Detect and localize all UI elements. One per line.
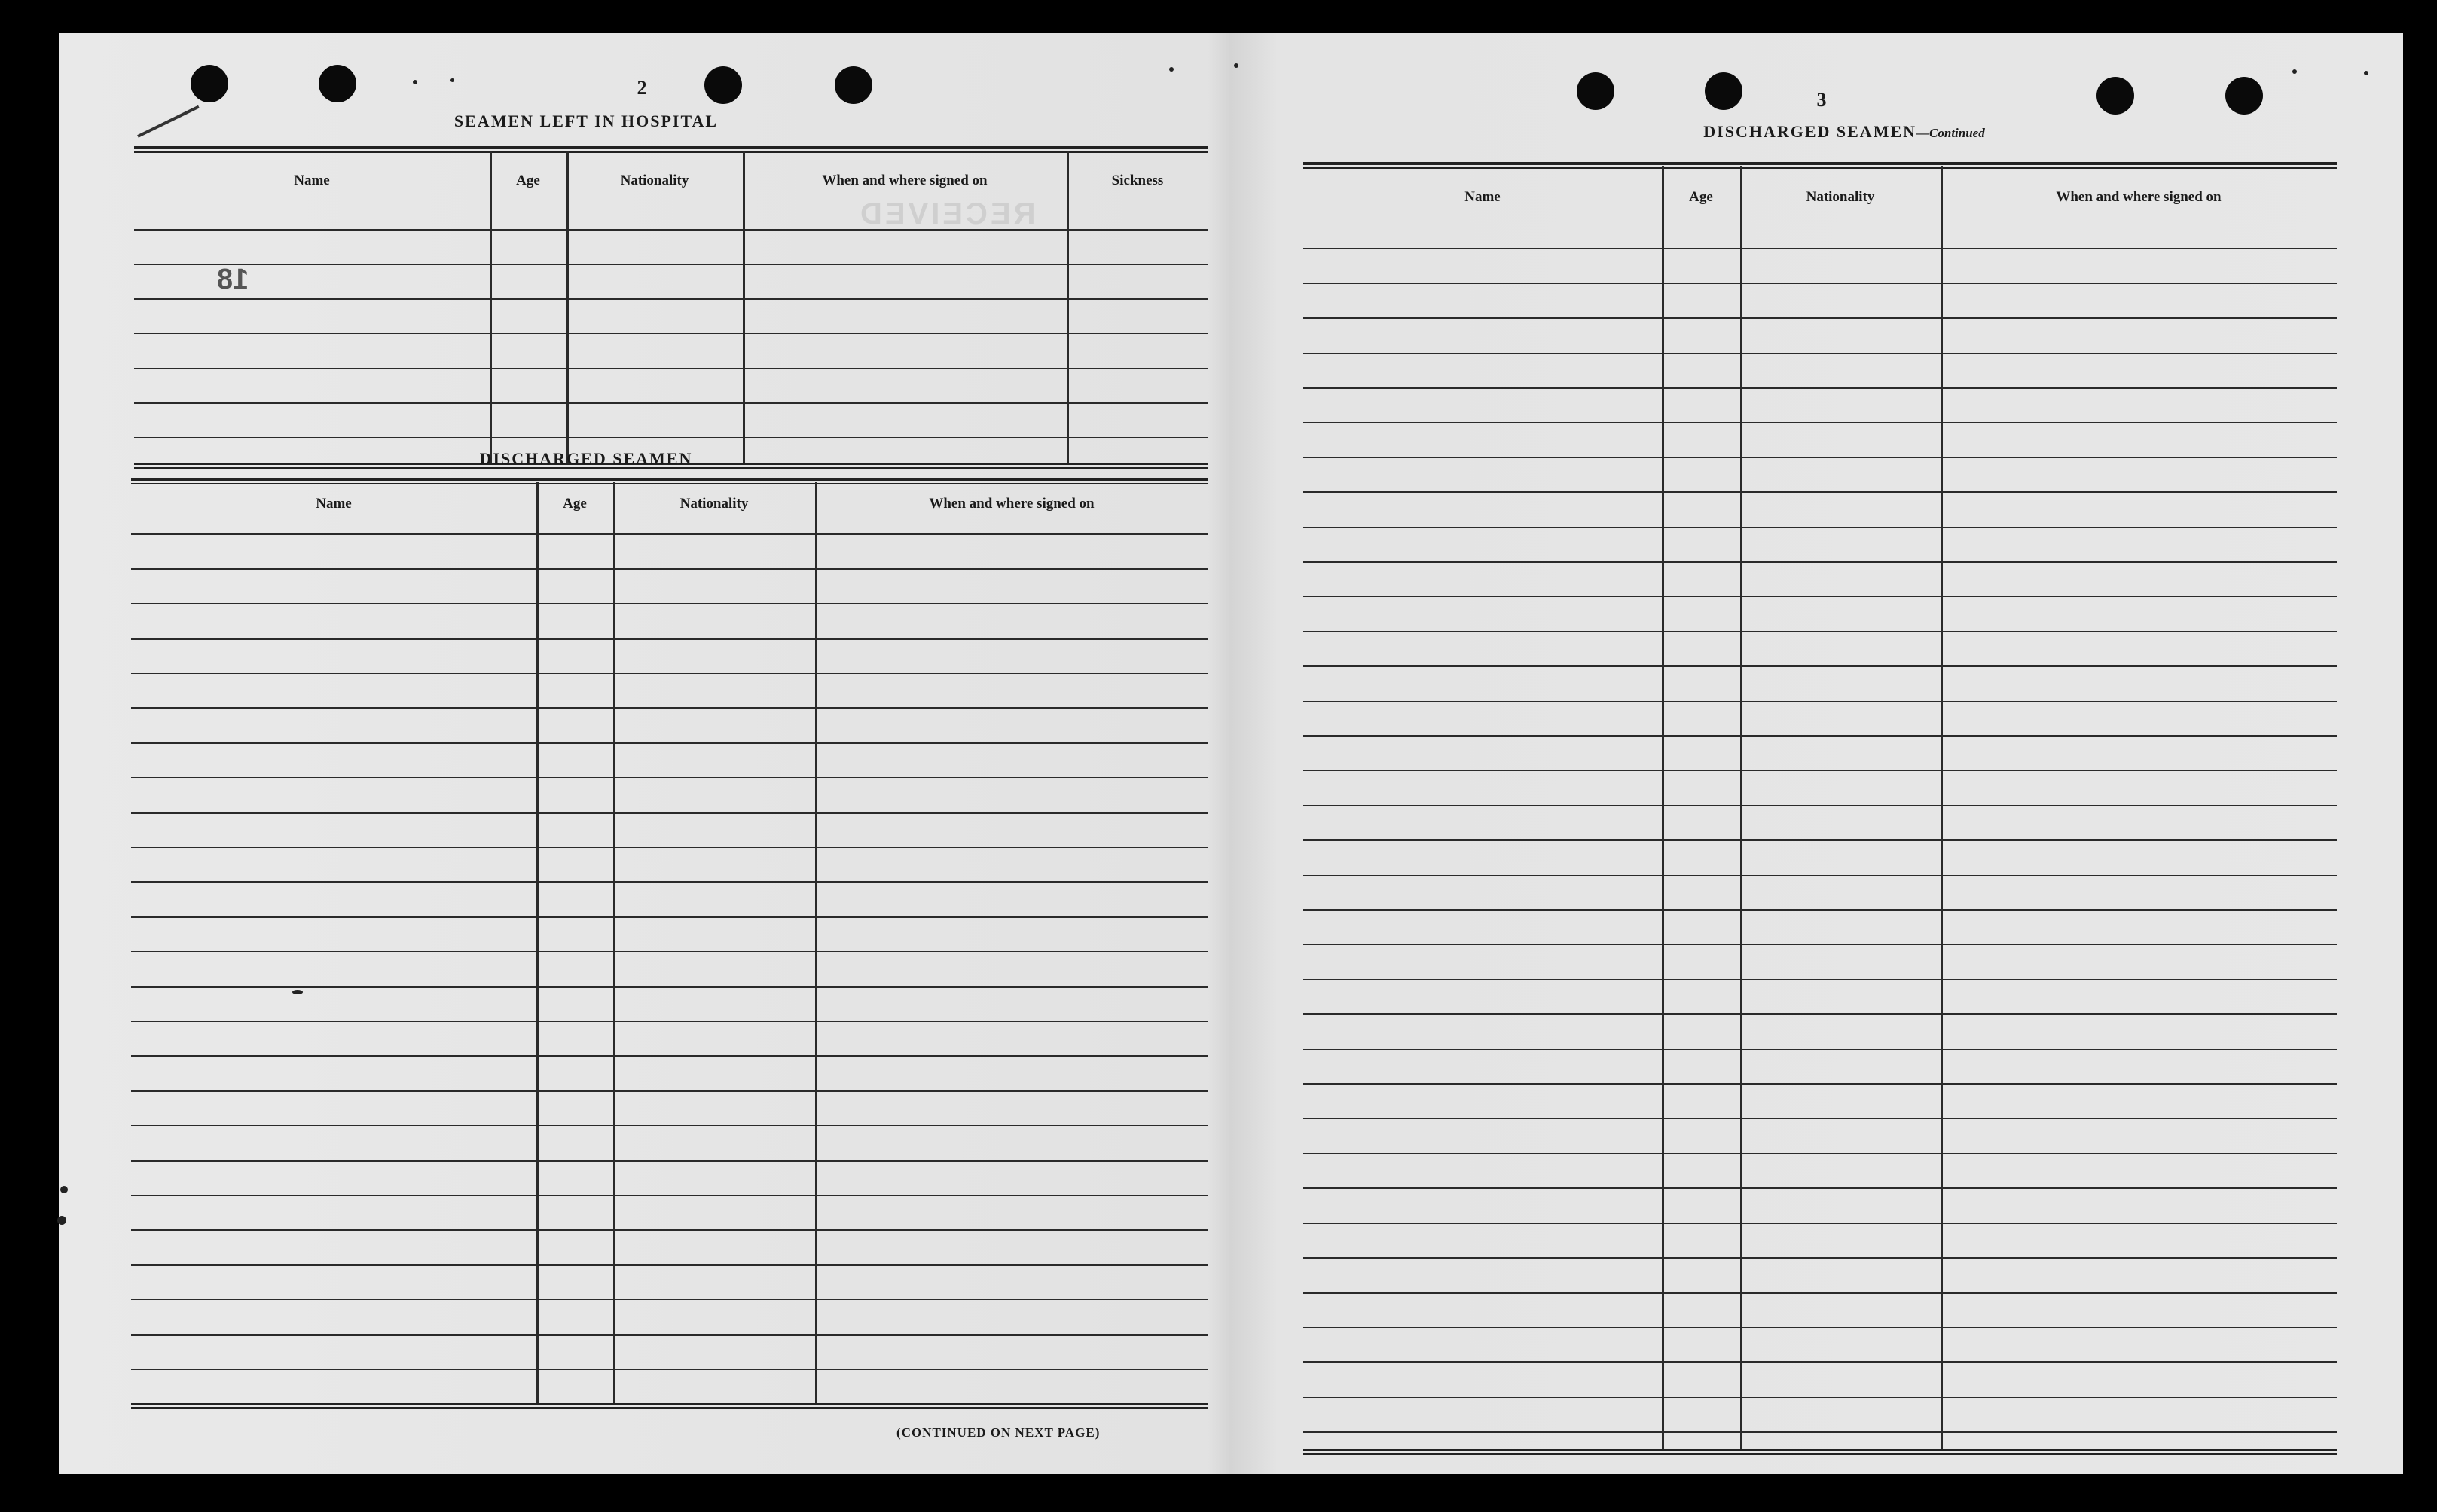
table-row	[131, 881, 1208, 883]
table-bottom-rule	[131, 1403, 1208, 1409]
pen-stroke	[137, 105, 200, 138]
table-row	[1303, 353, 2337, 354]
section-title-text: DISCHARGED SEAMEN	[1703, 122, 1917, 141]
column-divider	[815, 482, 817, 1403]
table-bottom-rule	[1303, 1449, 2337, 1455]
column-header: Name	[1464, 189, 1501, 206]
column-divider	[613, 482, 615, 1403]
table-row	[131, 1021, 1208, 1022]
table-row	[131, 1369, 1208, 1370]
table-row	[1303, 1049, 2337, 1050]
dust-speck	[450, 78, 454, 82]
discharged-continued-title	[1618, 122, 2070, 142]
table-row	[1303, 1361, 2337, 1363]
column-header: When and where signed on	[2056, 189, 2222, 206]
column-header: Sickness	[1111, 173, 1164, 189]
table-row	[1303, 1153, 2337, 1154]
table-row	[134, 264, 1208, 265]
table-row	[131, 638, 1208, 640]
table-row	[1303, 422, 2337, 423]
page-number-left: 2	[637, 77, 647, 99]
column-header: When and where signed on	[929, 495, 1095, 512]
table-row	[131, 847, 1208, 848]
column-header: Name	[294, 173, 330, 189]
hospital-table	[134, 146, 1208, 463]
dust-speck	[1169, 67, 1174, 72]
column-header: Age	[563, 495, 587, 512]
table-row	[131, 1264, 1208, 1266]
dust-speck	[1234, 63, 1238, 68]
table-row	[1303, 317, 2337, 319]
table-row	[1303, 491, 2337, 493]
dust-speck	[57, 1216, 66, 1225]
table-row	[134, 333, 1208, 334]
punch-hole	[1577, 72, 1614, 110]
section-title-suffix: —Continued	[1916, 126, 1985, 140]
table-top-rule	[131, 478, 1208, 484]
table-row	[1303, 1327, 2337, 1328]
table-row	[131, 1195, 1208, 1196]
column-header: Age	[1689, 189, 1713, 206]
dust-speck	[2292, 69, 2297, 74]
table-row	[1303, 1187, 2337, 1189]
table-row	[131, 812, 1208, 814]
table-row	[131, 951, 1208, 952]
column-divider	[566, 151, 569, 463]
table-row	[1303, 1223, 2337, 1224]
table-row	[131, 673, 1208, 674]
table-row	[134, 368, 1208, 369]
table-row	[1303, 839, 2337, 841]
table-top-rule	[134, 146, 1208, 153]
scribble-mark: 18	[217, 264, 249, 295]
page-number-right: 3	[1816, 89, 1827, 111]
table-row	[1303, 665, 2337, 667]
table-row	[134, 229, 1208, 231]
continued-note: (CONTINUED ON NEXT PAGE)	[896, 1425, 1101, 1440]
table-row	[131, 1160, 1208, 1162]
column-divider	[1740, 166, 1742, 1449]
table-row	[131, 1299, 1208, 1300]
punch-hole	[2225, 77, 2263, 115]
table-row	[1303, 944, 2337, 945]
column-header: Age	[516, 173, 540, 189]
table-row	[131, 986, 1208, 988]
column-divider	[1662, 166, 1664, 1449]
table-row	[131, 1229, 1208, 1231]
column-divider	[490, 151, 492, 463]
ghost-stamp: RECEIVED	[857, 197, 1036, 231]
table-row	[1303, 1397, 2337, 1398]
table-row	[131, 777, 1208, 778]
table-row	[1303, 1118, 2337, 1119]
discharged-continued-table	[1303, 162, 2337, 1458]
table-row	[1303, 283, 2337, 284]
table-row	[134, 298, 1208, 300]
table-row	[1303, 1013, 2337, 1015]
table-row	[1303, 248, 2337, 249]
table-row	[131, 1090, 1208, 1092]
punch-hole	[2096, 77, 2134, 115]
column-divider	[1067, 151, 1069, 463]
table-row	[1303, 1292, 2337, 1294]
hospital-section-title: SEAMEN LEFT IN HOSPITAL	[454, 111, 719, 130]
table-row	[1303, 979, 2337, 980]
column-header: Nationality	[1806, 189, 1875, 206]
punch-hole	[704, 66, 742, 104]
ledger-sheet	[59, 33, 2403, 1474]
punch-hole	[1705, 72, 1742, 110]
table-row	[131, 1334, 1208, 1336]
table-row	[1303, 1431, 2337, 1433]
table-row	[134, 402, 1208, 404]
punch-hole	[319, 65, 356, 102]
discharged-table	[131, 478, 1208, 1412]
table-row	[131, 533, 1208, 535]
table-row	[1303, 805, 2337, 806]
punch-hole	[191, 65, 228, 102]
table-row	[131, 603, 1208, 604]
column-header: When and where signed on	[822, 173, 988, 189]
table-row	[131, 742, 1208, 744]
table-row	[1303, 527, 2337, 528]
table-row	[131, 916, 1208, 918]
table-row	[1303, 1083, 2337, 1085]
table-top-rule	[1303, 162, 2337, 169]
table-row	[1303, 387, 2337, 389]
table-row	[131, 1125, 1208, 1126]
table-row	[1303, 457, 2337, 458]
table-row	[1303, 1257, 2337, 1259]
column-divider	[536, 482, 539, 1403]
column-header: Nationality	[620, 173, 689, 189]
table-row	[1303, 909, 2337, 911]
table-row	[131, 707, 1208, 709]
table-row	[131, 1055, 1208, 1057]
table-row	[134, 437, 1208, 438]
column-header: Nationality	[679, 495, 749, 512]
dust-speck	[413, 80, 417, 84]
table-row	[1303, 631, 2337, 632]
table-row	[1303, 701, 2337, 702]
dust-speck	[2364, 71, 2368, 75]
table-row	[1303, 735, 2337, 737]
table-row	[1303, 561, 2337, 563]
column-header: Name	[316, 495, 352, 512]
discharged-section-title: DISCHARGED SEAMEN	[479, 449, 693, 468]
table-row	[131, 568, 1208, 570]
column-divider	[1941, 166, 1943, 1449]
column-divider	[743, 151, 745, 463]
dust-speck	[60, 1186, 68, 1193]
punch-hole	[835, 66, 872, 104]
table-row	[1303, 875, 2337, 876]
table-row	[1303, 770, 2337, 771]
table-row	[1303, 596, 2337, 597]
